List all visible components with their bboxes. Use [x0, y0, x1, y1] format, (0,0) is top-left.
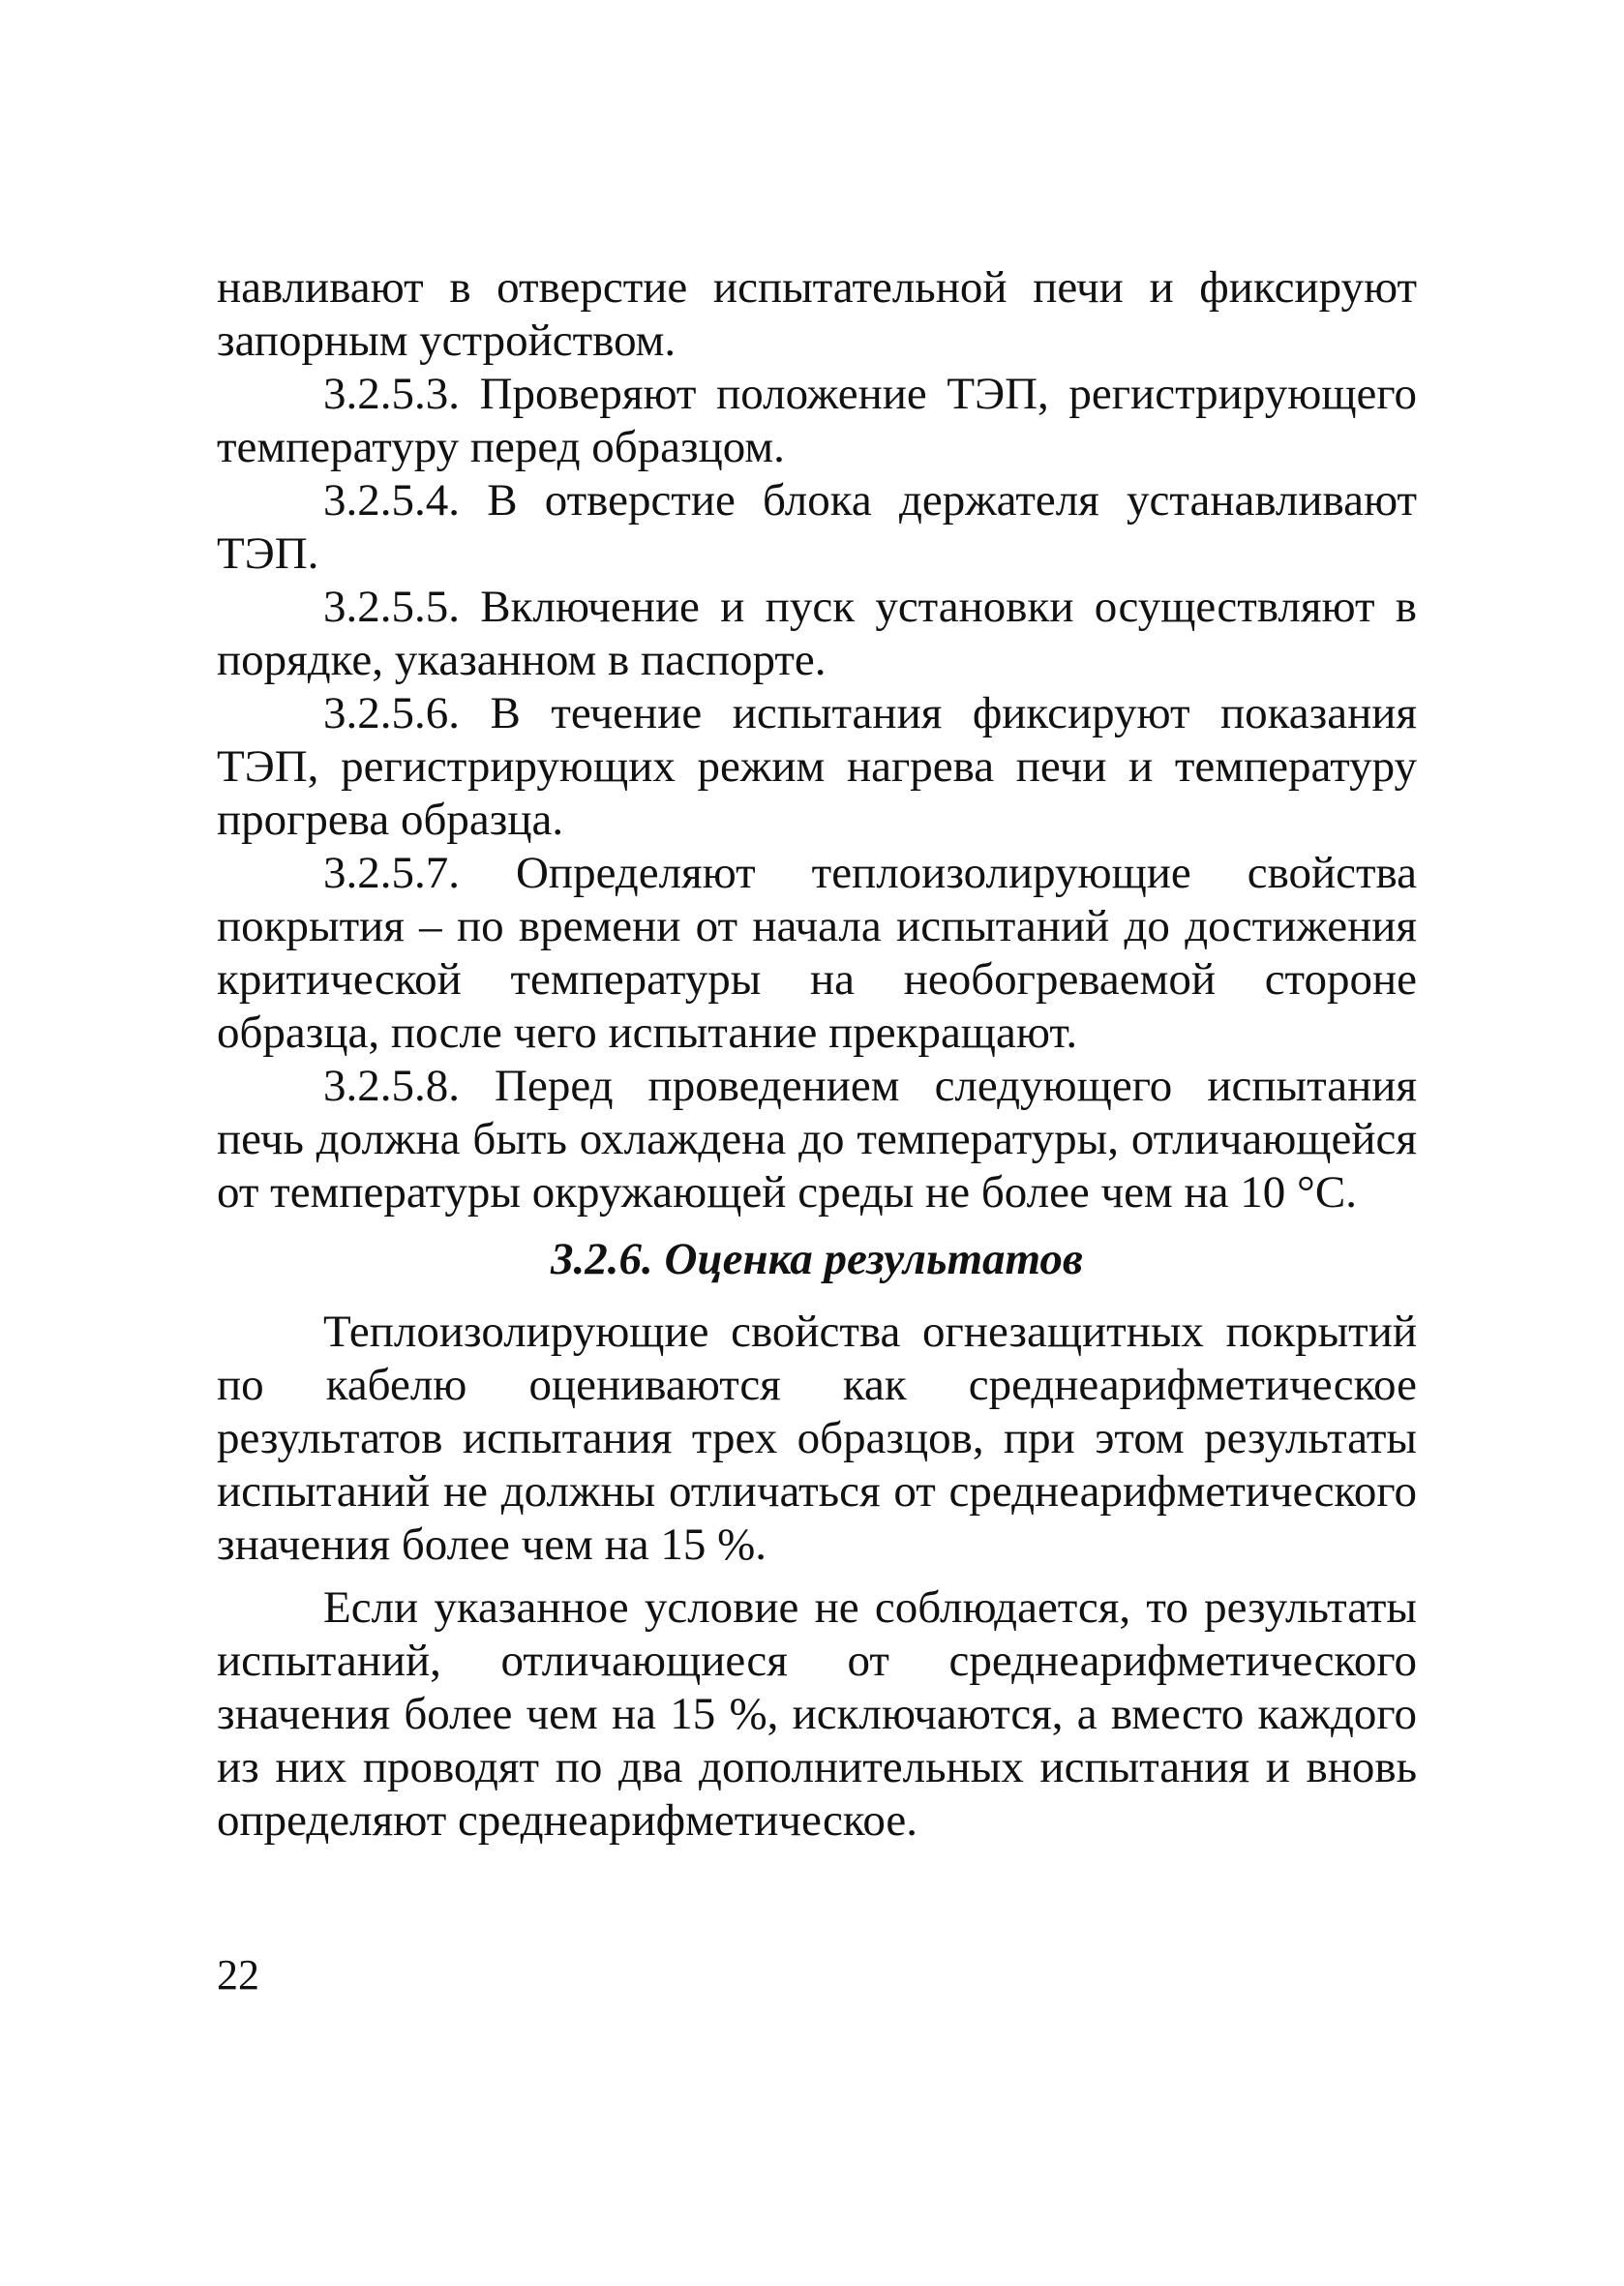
paragraph-3-2-5-7: 3.2.5.7. Определяют теплоизолирующие свойства покрытия – по времени от начала испытаний до достижения критической температуры на необогреваемой стороне образца, после чего испытание прекращают. — [217, 848, 1417, 1058]
paragraph-3-2-5-6: 3.2.5.6. В течение испытания фиксируют показания ТЭП, регистрирующих режим нагрева печи и температуру прогрева образца. — [217, 688, 1417, 845]
page-number: 22 — [217, 1951, 259, 1999]
paragraph-3-2-5-5: 3.2.5.5. Включение и пуск установки осуществляют в порядке, указанном в паспорте. — [217, 582, 1417, 685]
paragraph-3-2-5-3: 3.2.5.3. Проверяют положение ТЭП, регистрирующего температуру перед образцом. — [217, 369, 1417, 472]
paragraph-evaluation: Теплоизолирующие свойства огнезащитных покрытий по кабелю оцениваются как среднеарифметическое результатов испытания трех образцов, при этом результаты испытаний не должны отличаться от среднеарифметического значения более чем на 15 %. — [217, 1307, 1417, 1570]
paragraph-evaluation-condition: Если указанное условие не соблюдается, то результаты испытаний, отличающиеся от среднеарифметического значения более чем на 15 %, исключаются, а вместо каждого из них проводят по два дополнительных испытания и вновь определяют среднеарифметическое. — [217, 1582, 1417, 1846]
body-text — [217, 261, 1417, 1848]
paragraph-spacer — [217, 1572, 1417, 1581]
paragraph-3-2-5-4: 3.2.5.4. В отверстие блока держателя устанавливают ТЭП. — [217, 475, 1417, 579]
section-title: 3.2.6. Оценка результатов — [551, 1234, 1083, 1284]
paragraph: навливают в отверстие испытательной печи и фиксируют запорным устройством. — [217, 262, 1417, 366]
paragraph-3-2-5-8: 3.2.5.8. Перед проведением следующего испытания печь должна быть охлаждена до температуры, отличающейся от температуры окружающей среды не более чем на 10 °C. — [217, 1061, 1417, 1218]
